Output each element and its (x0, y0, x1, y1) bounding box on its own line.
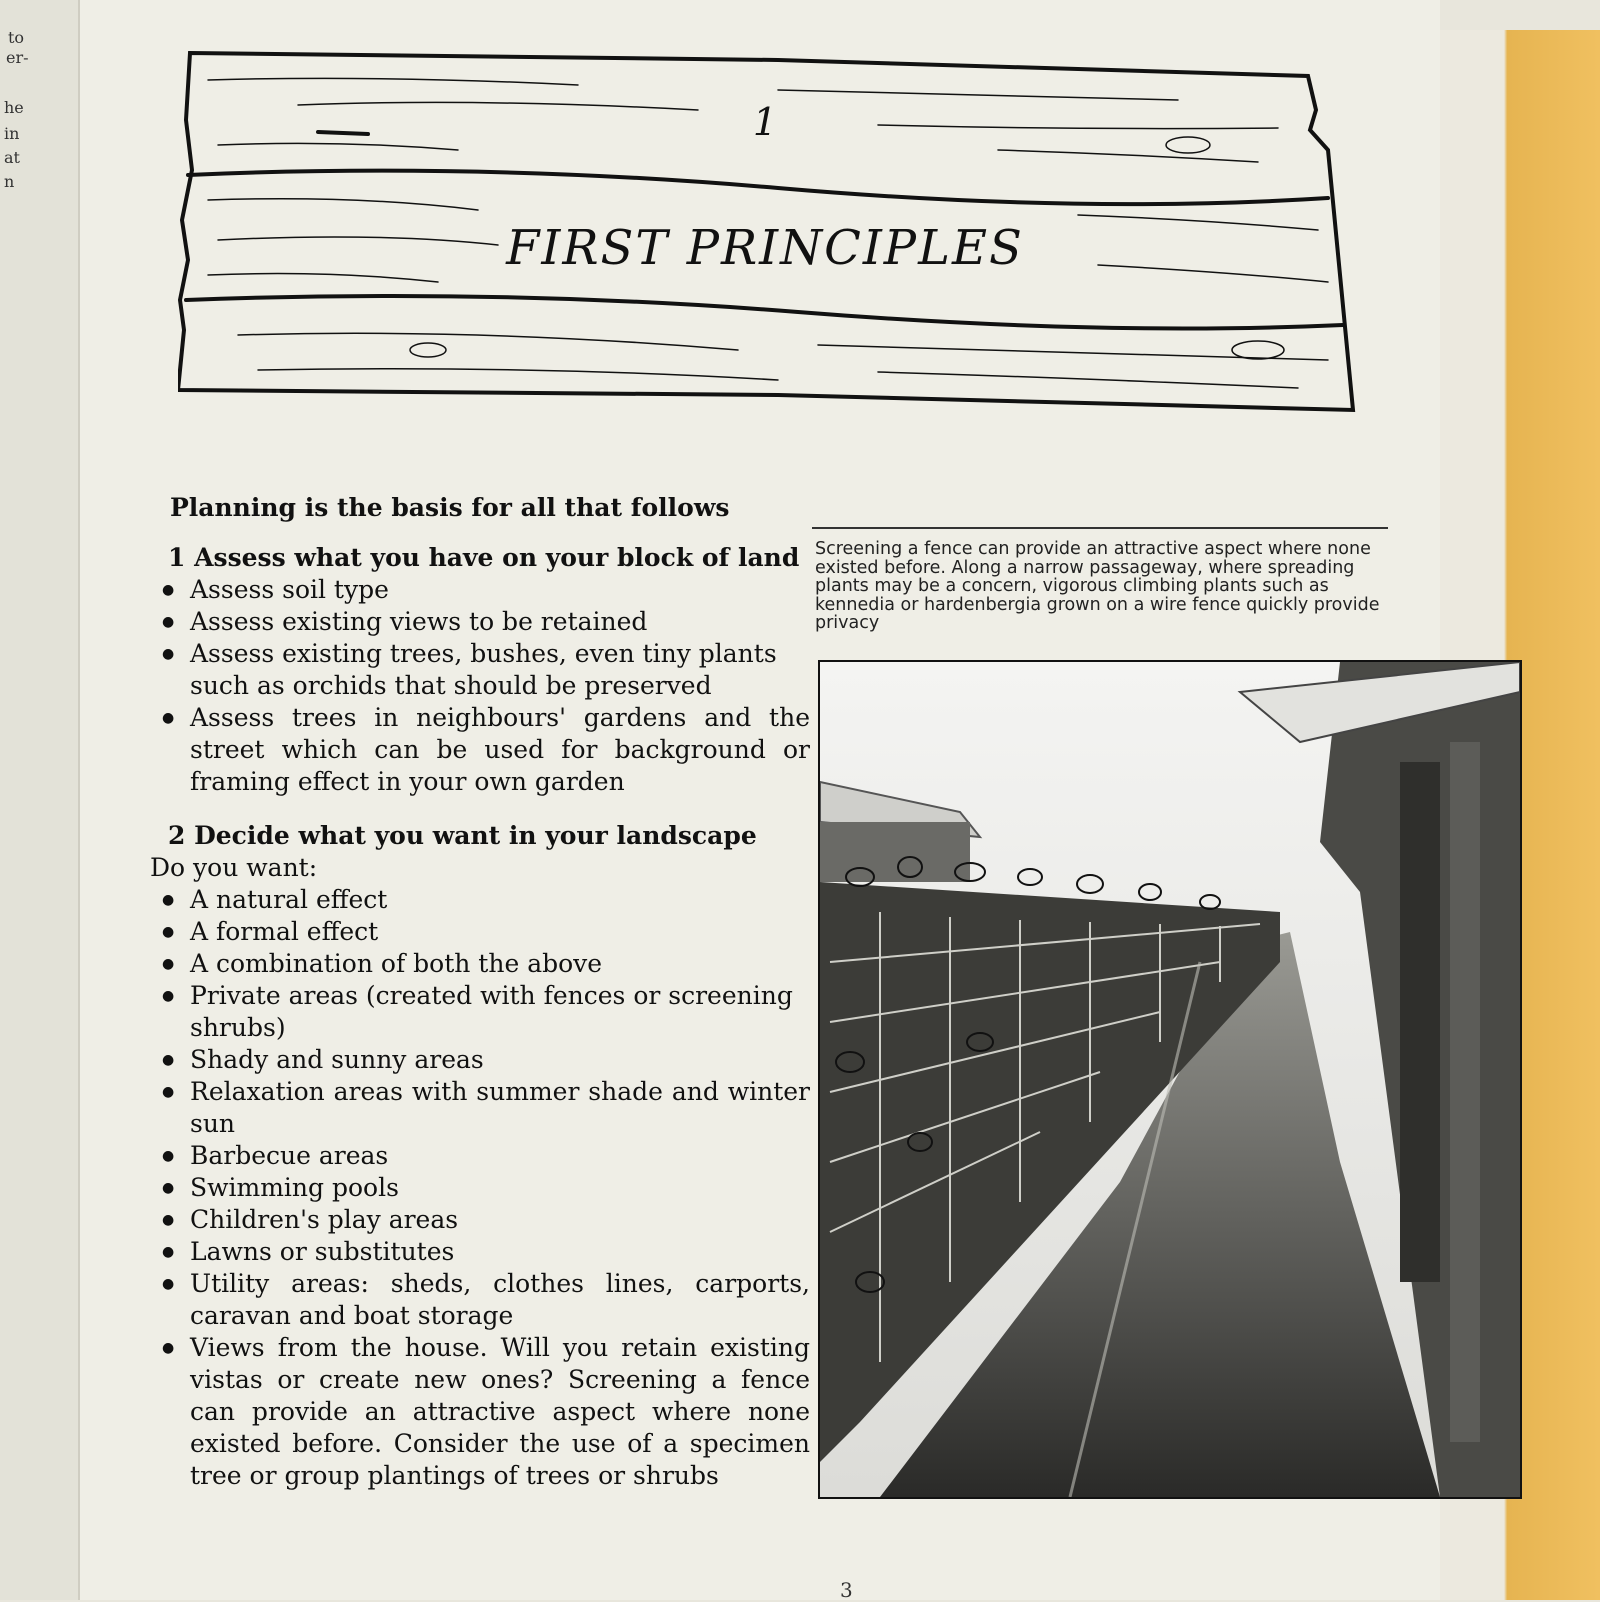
list-item: ● Lawns or substitutes (150, 1236, 810, 1268)
list-item: ● Assess existing trees, bushes, even tiny plants such as orchids that should be preserved (150, 638, 810, 702)
list-item: ● Children's play areas (150, 1204, 810, 1236)
list-item: ● Assess existing views to be retained (150, 606, 810, 638)
list-item: ● Private areas (created with fences or screening shrubs) (150, 980, 810, 1044)
list-item: ● Assess soil type (150, 574, 810, 606)
section-1-title: 1 Assess what you have on your block of land (168, 543, 800, 572)
list-item: ● Swimming pools (150, 1172, 810, 1204)
section-2-list (150, 884, 810, 1492)
page-number: 3 (840, 1578, 853, 1602)
margin-fragment: he (4, 98, 24, 117)
caption-rule (812, 527, 1388, 529)
list-item: ● Barbecue areas (150, 1140, 810, 1172)
list-item: ● Relaxation areas with summer shade and winter sun (150, 1076, 810, 1140)
chapter-title: FIRST PRINCIPLES (506, 220, 1024, 276)
list-item: ● A natural effect (150, 884, 810, 916)
margin-fragment: to (8, 28, 25, 47)
main-text-column (150, 492, 810, 1514)
section-2-intro: Do you want: (150, 853, 318, 882)
section-heading: Planning is the basis for all that follows (170, 493, 730, 522)
passageway-photo-drawing (820, 662, 1520, 1497)
margin-fragment: in (4, 124, 20, 143)
chapter-number: 1 (752, 100, 778, 144)
photo-caption: Screening a fence can provide an attractive aspect where none existed before. Along a narrow passageway, where spreading plants may be a concern, vigorous climbing plants such as kennedia or hardenbergia grown on a wire fence quickly provide privacy (815, 539, 1380, 633)
section-1-list (150, 574, 810, 798)
margin-fragment: n (4, 172, 15, 191)
fence-photograph (818, 660, 1522, 1499)
list-item: ● Shady and sunny areas (150, 1044, 810, 1076)
list-item: ● A formal effect (150, 916, 810, 948)
margin-fragment: er- (6, 48, 29, 67)
list-item: ● A combination of both the above (150, 948, 810, 980)
list-item: ● Assess trees in neighbours' gardens and the street which can be used for background or framing effect in your own garden (150, 702, 810, 798)
margin-fragment: at (4, 148, 20, 167)
list-item: ● Utility areas: sheds, clothes lines, carports, caravan and boat storage (150, 1268, 810, 1332)
list-item: ● Views from the house. Will you retain existing vistas or create new ones? Screening a fence can provide an attractive aspect where none existed before. Consider the use of a specimen tree or group plantings of trees or shrubs (150, 1332, 810, 1492)
section-2-title: 2 Decide what you want in your landscape (168, 821, 757, 850)
